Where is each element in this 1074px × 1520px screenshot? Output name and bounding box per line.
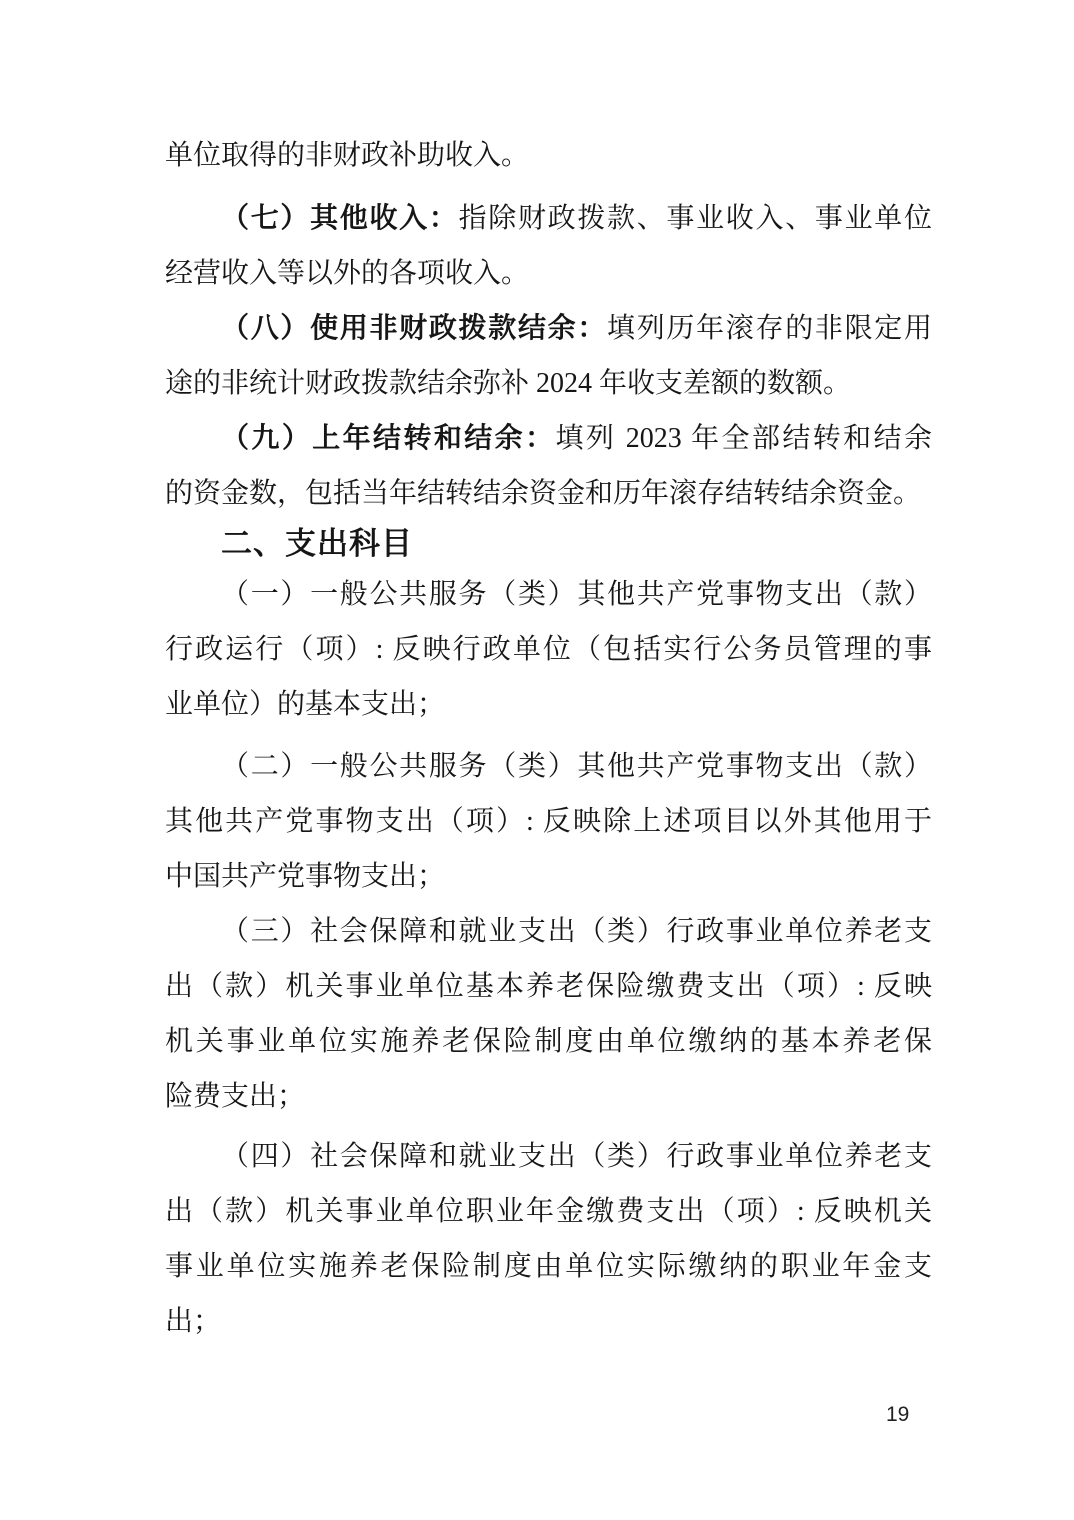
body-text: （三）社会保障和就业支出（类）行政事业单位养老支	[221, 916, 932, 947]
text-line	[165, 1069, 932, 1124]
emphasis-text: （九）上年结转和结余：	[221, 423, 556, 454]
body-text: 业单位）的基本支出；	[165, 689, 446, 720]
section-heading	[165, 521, 932, 567]
body-text: 机关事业单位实施养老保险制度由单位缴纳的基本养老保	[165, 1026, 932, 1057]
text-line	[165, 466, 932, 521]
body-text: （一）一般公共服务（类）其他共产党事物支出（款）	[221, 579, 932, 610]
body-text: 出（款）机关事业单位基本养老保险缴费支出（项）: 反映	[165, 971, 932, 1002]
page-number: 19	[886, 1403, 910, 1426]
body-text: 出；	[165, 1306, 222, 1337]
body-text: 的资金数，包括当年结转结余资金和历年滚存结转结余资金。	[165, 478, 922, 509]
text-line	[165, 301, 932, 356]
emphasis-text: （七）其他收入：	[221, 203, 459, 234]
body-text: 中国共产党事物支出；	[165, 861, 446, 892]
paragraph	[165, 191, 932, 301]
paragraph	[165, 301, 932, 411]
document-body	[165, 128, 932, 1349]
paragraph	[165, 128, 932, 183]
text-line	[165, 1294, 932, 1349]
body-text: 经营收入等以外的各项收入。	[165, 258, 530, 289]
text-line	[165, 411, 932, 466]
body-text: 出（款）机关事业单位职业年金缴费支出（项）: 反映机关	[165, 1196, 932, 1227]
body-text: （四）社会保障和就业支出（类）行政事业单位养老支	[221, 1141, 932, 1172]
paragraph	[165, 904, 932, 1124]
text-line	[165, 849, 932, 904]
text-line	[165, 521, 932, 567]
text-line	[165, 794, 932, 849]
text-line	[165, 128, 932, 183]
text-line	[165, 191, 932, 246]
text-line	[165, 1014, 932, 1069]
body-text: 途的非统计财政拨款结余弥补 2024 年收支差额的数额。	[165, 368, 852, 399]
paragraph	[165, 739, 932, 904]
body-text: 其他共产党事物支出（项）: 反映除上述项目以外其他用于	[165, 806, 932, 837]
text-line	[165, 959, 932, 1014]
paragraph	[165, 411, 932, 521]
text-line	[165, 1129, 932, 1184]
text-line	[165, 567, 932, 622]
text-line	[165, 677, 932, 732]
text-line	[165, 1184, 932, 1239]
body-text: 指除财政拨款、事业收入、事业单位	[458, 203, 932, 234]
text-line	[165, 356, 932, 411]
body-text: （二）一般公共服务（类）其他共产党事物支出（款）	[221, 751, 932, 782]
text-line	[165, 904, 932, 959]
body-text: 单位取得的非财政补助收入。	[165, 140, 530, 171]
paragraph	[165, 567, 932, 732]
body-text: 事业单位实施养老保险制度由单位实际缴纳的职业年金支	[165, 1251, 932, 1282]
body-text: 填列历年滚存的非限定用	[607, 313, 932, 344]
text-line	[165, 739, 932, 794]
text-line	[165, 1239, 932, 1294]
text-line	[165, 246, 932, 301]
emphasis-text: （八）使用非财政拨款结余：	[221, 313, 608, 344]
body-text: 险费支出；	[165, 1081, 306, 1112]
text-line	[165, 622, 932, 677]
paragraph	[165, 1129, 932, 1349]
body-text: 填列 2023 年全部结转和结余	[555, 423, 932, 454]
body-text: 行政运行（项）: 反映行政单位（包括实行公务员管理的事	[165, 634, 932, 665]
body-text: 二、支出科目	[221, 526, 413, 561]
